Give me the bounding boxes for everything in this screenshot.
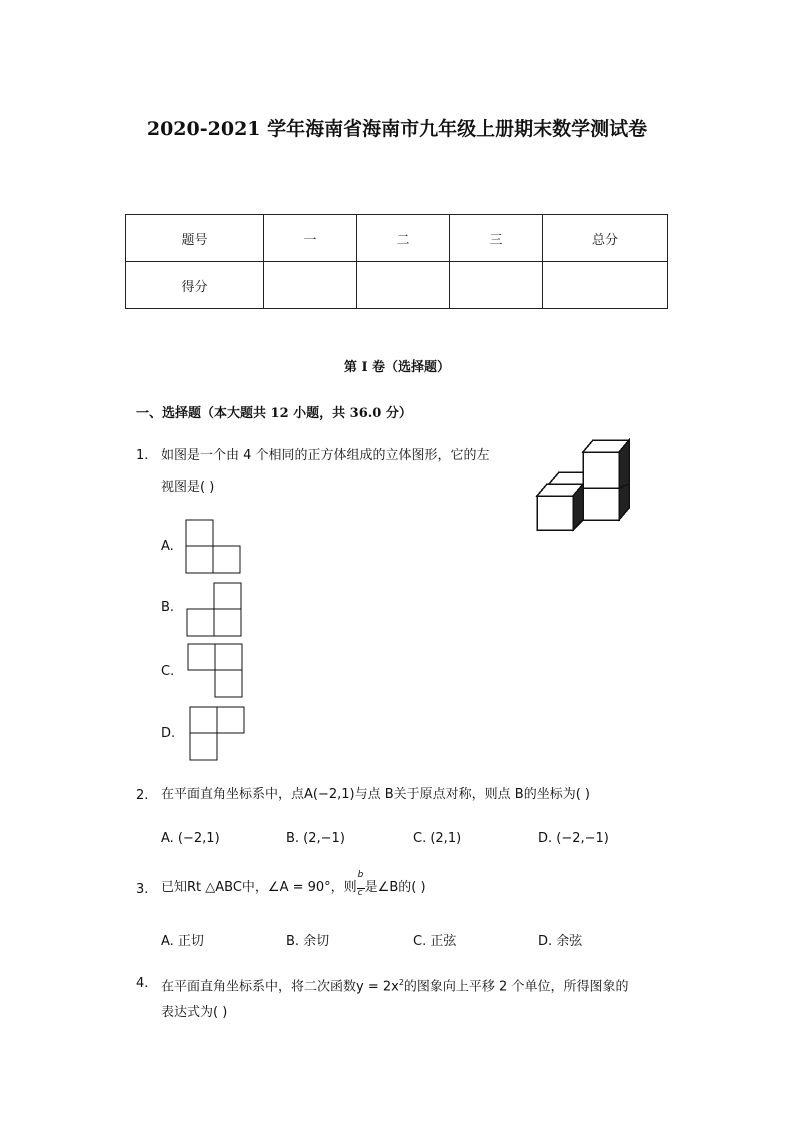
option-label: A. 正切 xyxy=(161,934,204,949)
score-table-header-row xyxy=(126,215,668,262)
option-label: B. (2,−1) xyxy=(286,831,345,846)
question-number: 4. xyxy=(136,976,149,991)
question-number: 2. xyxy=(136,788,149,803)
option-label: B. xyxy=(161,600,175,615)
question-number: 1. xyxy=(136,448,149,463)
option-label: A. (−2,1) xyxy=(161,831,220,846)
option-a-figure xyxy=(185,519,241,575)
question-text-part: 是∠B的( ) xyxy=(364,880,426,895)
fraction-denominator: c xyxy=(357,887,363,898)
score-table-header-cell: 一 xyxy=(264,215,357,262)
fraction-numerator: b xyxy=(357,869,364,880)
superscript: 2 xyxy=(398,978,404,987)
section-title: 第 I 卷（选择题） xyxy=(343,360,451,375)
score-row-label: 得分 xyxy=(126,262,264,309)
score-table-score-row xyxy=(126,262,668,309)
score-cell xyxy=(357,262,450,309)
question-text xyxy=(161,869,426,903)
question-text xyxy=(161,968,628,1002)
page-title: 2020-2021 学年海南省海南市九年级上册期末数学测试卷 xyxy=(146,118,648,140)
option-label: C. 正弦 xyxy=(413,934,457,949)
question-text-part: 在平面直角坐标系中，将二次函数y = 2x xyxy=(161,979,399,995)
score-table-header-cell: 题号 xyxy=(126,215,264,262)
score-table-header-cell: 三 xyxy=(450,215,543,262)
cube-figure xyxy=(535,438,631,532)
question-text-part: 已知Rt △ABC中，∠A = 90°，则 xyxy=(161,880,357,895)
question-text: 在平面直角坐标系中，点A(−2,1)与点 B关于原点对称，则点 B的坐标为( ) xyxy=(161,787,590,802)
fraction xyxy=(357,869,365,898)
option-label: C. xyxy=(161,664,175,679)
score-cell xyxy=(450,262,543,309)
score-table-header-cell: 二 xyxy=(357,215,450,262)
option-label: D. (−2,−1) xyxy=(538,831,609,846)
option-label: D. 余弦 xyxy=(538,934,583,949)
score-table-header-cell: 总分 xyxy=(543,215,668,262)
score-cell xyxy=(543,262,668,309)
question-number: 3. xyxy=(136,882,149,897)
score-table xyxy=(125,214,668,309)
question-text: 表达式为( ) xyxy=(161,1005,228,1020)
question-text: 视图是( ) xyxy=(161,480,215,495)
option-d-figure xyxy=(189,706,245,762)
question-text-part: 的图象向上平移 2 个单位，所得图象的 xyxy=(403,979,629,995)
question-text: 如图是一个由 4 个相同的正方体组成的立体图形，它的左 xyxy=(161,448,490,463)
option-b-figure xyxy=(186,582,242,638)
option-c-figure xyxy=(187,643,243,699)
option-label: C. (2,1) xyxy=(413,831,462,846)
score-cell xyxy=(264,262,357,309)
part-title: 一、选择题（本大题共 12 小题，共 36.0 分） xyxy=(136,406,412,421)
option-label: B. 余切 xyxy=(286,934,330,949)
option-label: D. xyxy=(161,726,176,741)
option-label: A. xyxy=(161,539,174,554)
